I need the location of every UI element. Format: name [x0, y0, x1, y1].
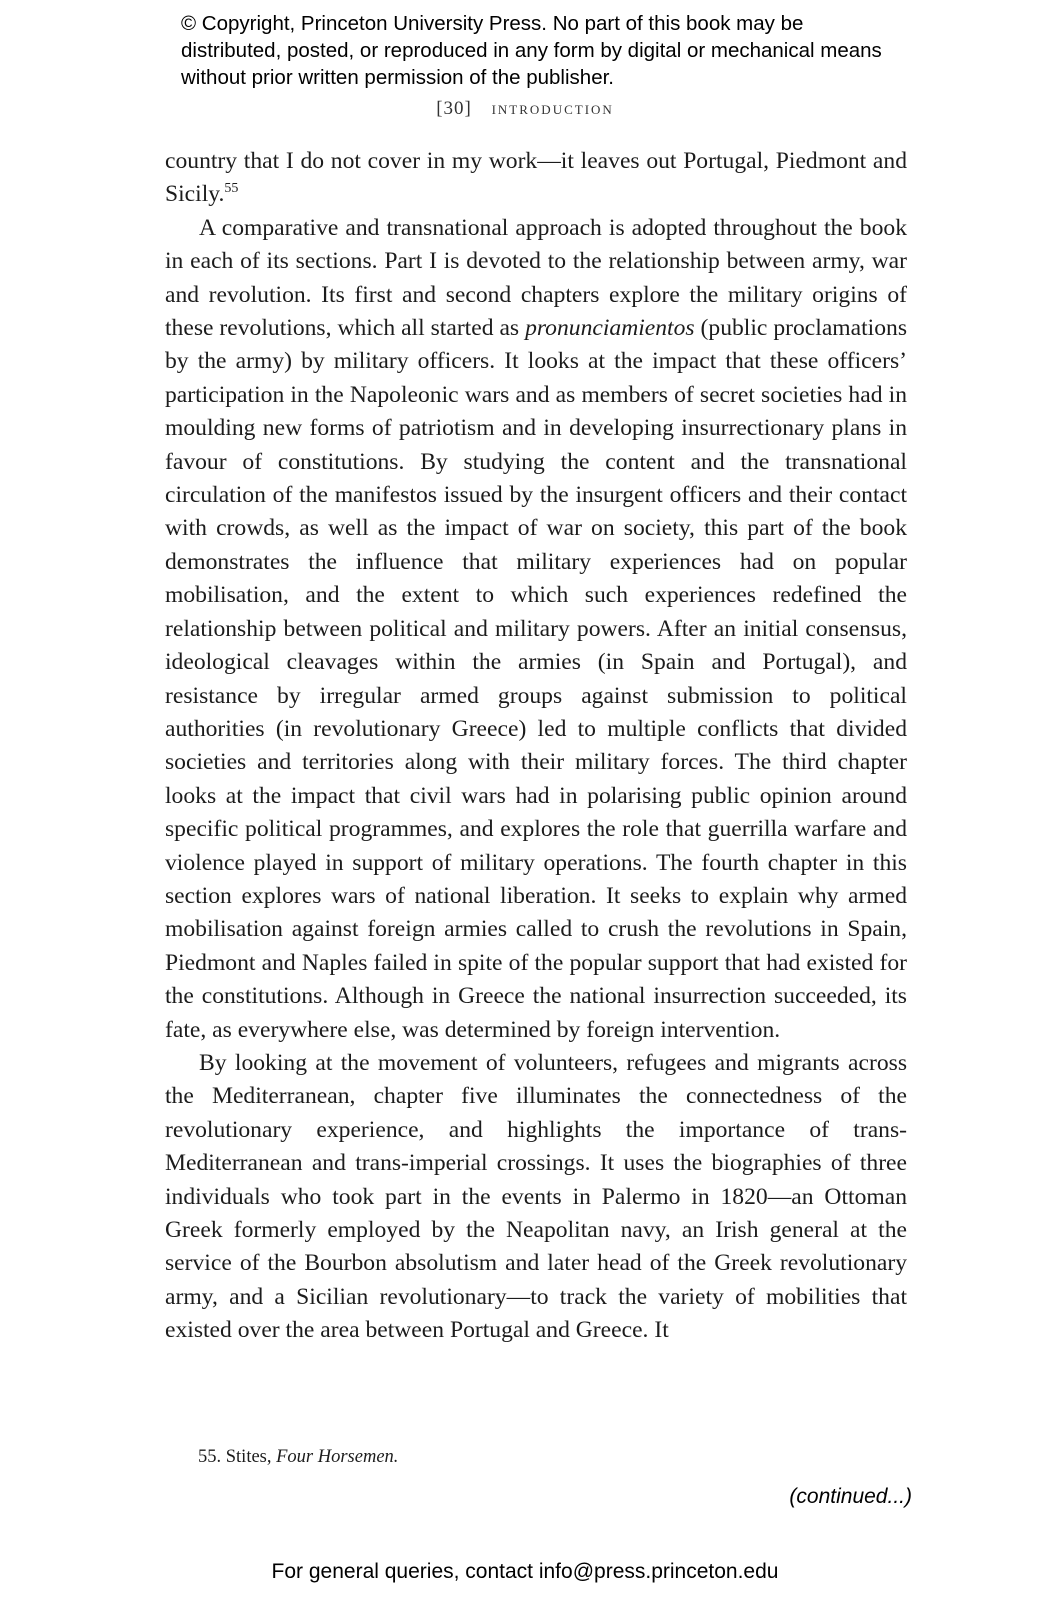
paragraph-3 — [165, 1047, 907, 1348]
body-text — [165, 145, 907, 1348]
page-number: [30] — [436, 98, 472, 119]
paragraph-2 — [165, 212, 907, 1047]
paragraph-2-italic-term: pronunciamientos — [525, 315, 695, 342]
running-head — [0, 98, 1050, 120]
paragraph-3-text: By looking at the movement of volunteers, refugees and migrants across the Mediterranean, chapter five illuminates the connectedness of the revolutionary experience, and highlights the importance of trans-Mediterranean and trans-imperial crossings. It uses the biographies of three individuals who took part in the events in Palermo in 1820—an Ottoman Greek formerly employed by the Neapolitan navy, an Irish general at the service of the Bourbon absolutism and later head of the Greek revolutionary army, and a Sicilian revolutionary—to track the variety of mobilities that existed over the area between Portugal and Greece. It — [165, 1049, 907, 1344]
footnote-author: Stites, — [225, 1447, 272, 1467]
paragraph-1-text: country that I do not cover in my work—it leaves out Portugal, Piedmont and Sicily. — [165, 148, 907, 208]
paragraph-1 — [165, 145, 907, 212]
contact-line: For general queries, contact info@press.princeton.edu — [271, 1560, 779, 1583]
paragraph-2-text-a: A comparative and transnational approach is adopted throughout the book in each of its sections. Part I is devoted to the relationship between army, war and revolution. Its first and second chapters explore the military origins of these revolutions, which all started as — [165, 214, 907, 342]
footnote — [198, 1447, 398, 1468]
footnote-number: 55. — [198, 1447, 222, 1467]
footnote-reference: 55 — [224, 181, 239, 197]
copyright-notice: © Copyright, Princeton University Press. No part of this book may be distributed, posted, or reproduced in any form by digital or mechanical means without prior written permission of the publisher. — [181, 12, 882, 89]
paragraph-2-text-b: (public proclamations by the army) by military officers. It looks at the impact that these officers’ participation in the Napoleonic wars and as members of secret societies had in moulding new forms of patriotism and in developing insurrectionary plans in favour of constitutions. By studying the content and the transnational circulation of the manifestos issued by the insurgent officers and their contact with crowds, as well as the impact of war on society, this part of the book demonstrates the influence that military experiences had on popular mobilisation, and the extent to which such experiences redefined the relationship between political and military powers. After an initial consensus, ideological cleavages within the armies (in Spain and Portugal), and resistance by irregular armed groups against submission to political authorities (in revolutionary Greece) led to multiple conflicts that divided societies and territories along with their military forces. The third chapter looks at the impact that civil wars had in polarising public opinion around specific political programmes, and explores the role that guerrilla warfare and violence played in support of military operations. The fourth chapter in this section explores wars of national liberation. It seeks to explain why armed mobilisation against foreign armies called to crush the revolutions in Spain, Piedmont and Naples failed in spite of the popular support that had existed for the constitutions. Although in Greece the national insurrection succeeded, its fate, as everywhere else, was determined by foreign intervention. — [165, 315, 907, 1043]
continued-label: (continued...) — [789, 1485, 912, 1508]
footnote-title: Four Horsemen. — [276, 1447, 399, 1467]
section-title: introduction — [491, 98, 614, 119]
